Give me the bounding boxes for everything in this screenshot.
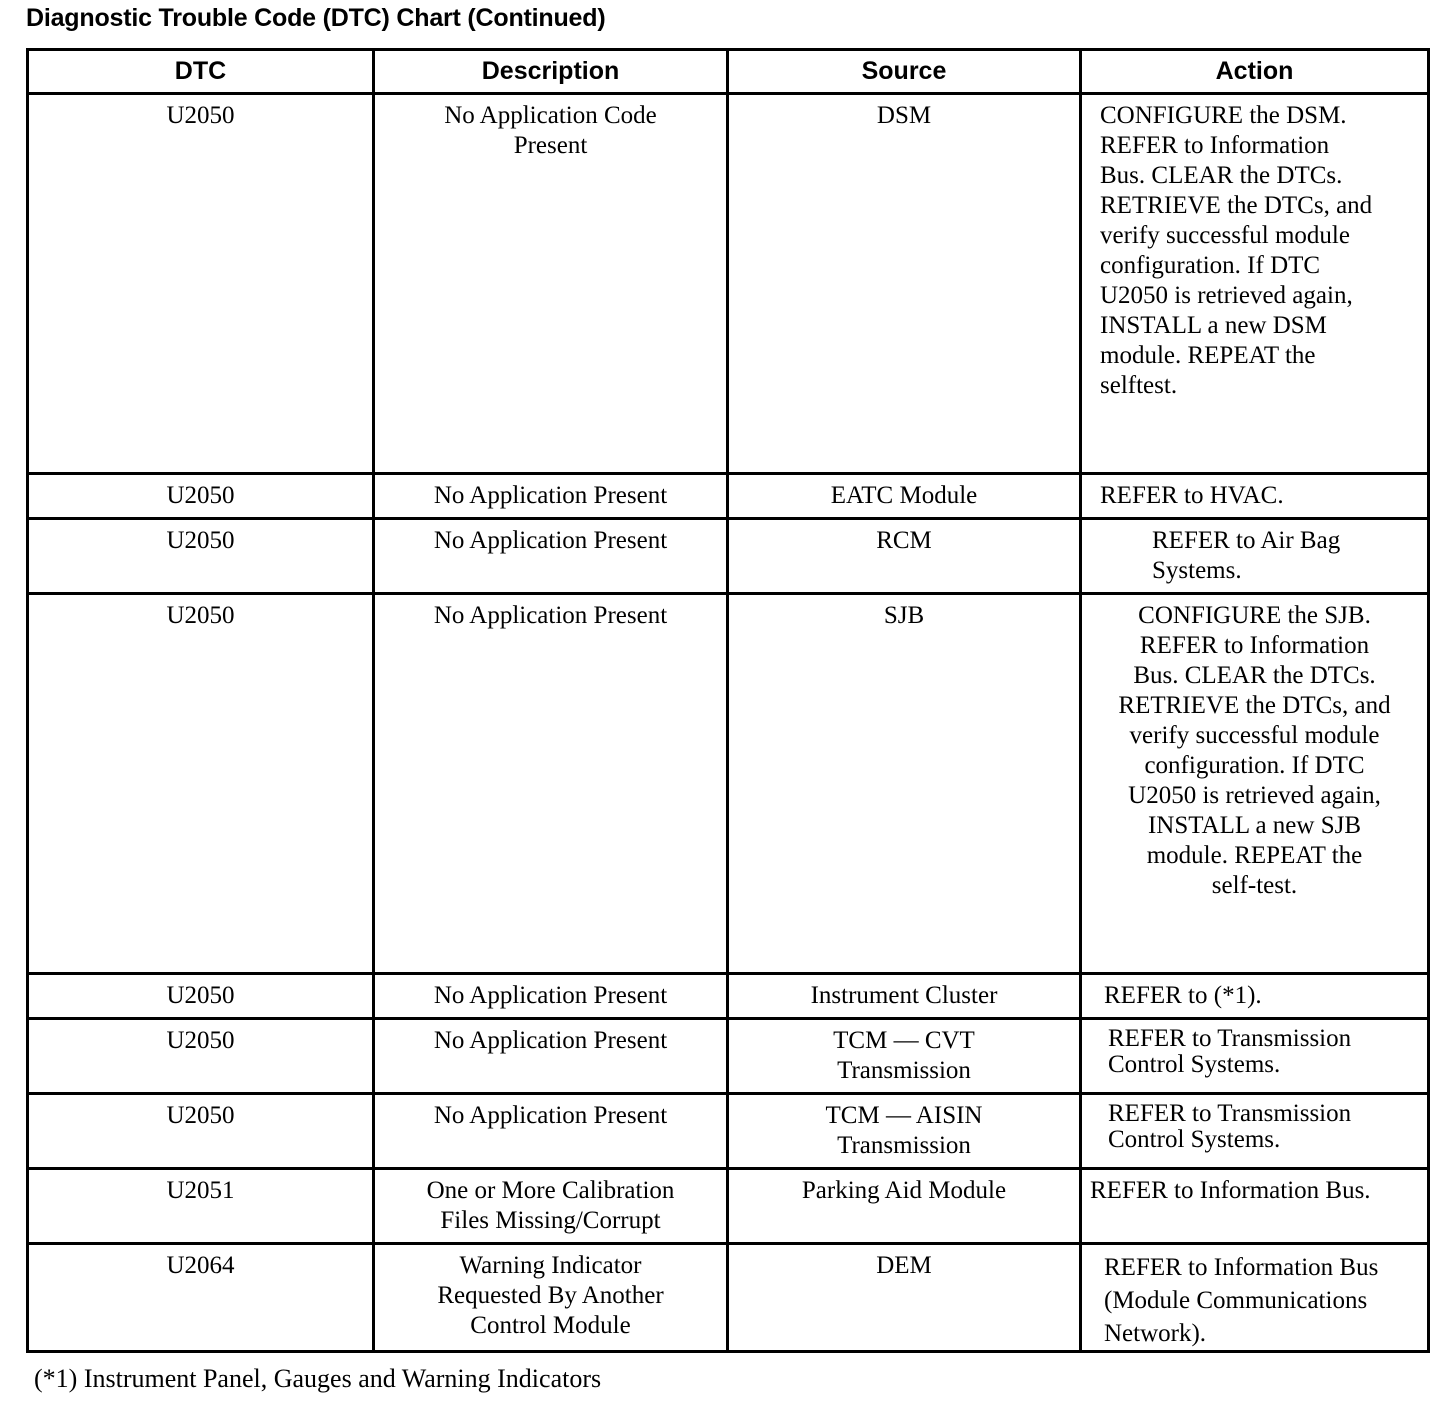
table-row bbox=[28, 1019, 1429, 1094]
cell-source: Instrument Cluster bbox=[728, 974, 1081, 1019]
table-row bbox=[28, 974, 1429, 1019]
cell-action: CONFIGURE the SJB. REFER to Information Bus. CLEAR the DTCs. RETRIEVE the DTCs, and verify successful module configuration. If DTC U2050 is retrieved again, INSTALL a new SJB module. REPEAT the self-test. bbox=[1081, 594, 1429, 974]
table-row bbox=[28, 94, 1429, 474]
cell-source: RCM bbox=[728, 519, 1081, 594]
cell-description: Warning Indicator Requested By Another Control Module bbox=[374, 1244, 728, 1352]
cell-description: No Application Present bbox=[374, 474, 728, 519]
cell-dtc: U2050 bbox=[28, 1019, 374, 1094]
cell-source: DSM bbox=[728, 94, 1081, 474]
table-row bbox=[28, 1094, 1429, 1169]
cell-dtc: U2050 bbox=[28, 519, 374, 594]
cell-dtc: U2050 bbox=[28, 94, 374, 474]
cell-action: REFER to Air Bag Systems. bbox=[1081, 519, 1429, 594]
cell-source: TCM — CVT Transmission bbox=[728, 1019, 1081, 1094]
page-title: Diagnostic Trouble Code (DTC) Chart (Continued) bbox=[26, 4, 606, 32]
cell-source: Parking Aid Module bbox=[728, 1169, 1081, 1244]
table-row bbox=[28, 1169, 1429, 1244]
cell-description: No Application Code Present bbox=[374, 94, 728, 474]
cell-action: REFER to Transmission Control Systems. bbox=[1081, 1019, 1429, 1094]
cell-source: SJB bbox=[728, 594, 1081, 974]
cell-source: EATC Module bbox=[728, 474, 1081, 519]
cell-action: CONFIGURE the DSM. REFER to Information Bus. CLEAR the DTCs. RETRIEVE the DTCs, and verify successful module configuration. If DTC U2050 is retrieved again, INSTALL a new DSM module. REPEAT the selftest. bbox=[1081, 94, 1429, 474]
table-row bbox=[28, 594, 1429, 974]
cell-action: REFER to HVAC. bbox=[1081, 474, 1429, 519]
cell-dtc: U2050 bbox=[28, 1094, 374, 1169]
cell-description: No Application Present bbox=[374, 1094, 728, 1169]
cell-action: REFER to (*1). bbox=[1081, 974, 1429, 1019]
table-row bbox=[28, 474, 1429, 519]
cell-dtc: U2051 bbox=[28, 1169, 374, 1244]
cell-description: No Application Present bbox=[374, 519, 728, 594]
header-action: Action bbox=[1081, 50, 1429, 94]
cell-action: REFER to Information Bus (Module Communications Network). bbox=[1081, 1244, 1429, 1352]
cell-dtc: U2050 bbox=[28, 474, 374, 519]
cell-source: DEM bbox=[728, 1244, 1081, 1352]
cell-dtc: U2064 bbox=[28, 1244, 374, 1352]
footnote: (*1) Instrument Panel, Gauges and Warning Indicators bbox=[34, 1364, 602, 1393]
dtc-table bbox=[26, 48, 1430, 1353]
header-dtc: DTC bbox=[28, 50, 374, 94]
table-row bbox=[28, 519, 1429, 594]
header-source: Source bbox=[728, 50, 1081, 94]
table-header-row bbox=[28, 50, 1429, 94]
cell-dtc: U2050 bbox=[28, 974, 374, 1019]
cell-description: No Application Present bbox=[374, 594, 728, 974]
cell-action: REFER to Information Bus. bbox=[1081, 1169, 1429, 1244]
cell-action: REFER to Transmission Control Systems. bbox=[1081, 1094, 1429, 1169]
cell-dtc: U2050 bbox=[28, 594, 374, 974]
cell-description: One or More Calibration Files Missing/Corrupt bbox=[374, 1169, 728, 1244]
cell-description: No Application Present bbox=[374, 974, 728, 1019]
cell-source: TCM — AISIN Transmission bbox=[728, 1094, 1081, 1169]
header-description: Description bbox=[374, 50, 728, 94]
cell-description: No Application Present bbox=[374, 1019, 728, 1094]
table-row bbox=[28, 1244, 1429, 1352]
